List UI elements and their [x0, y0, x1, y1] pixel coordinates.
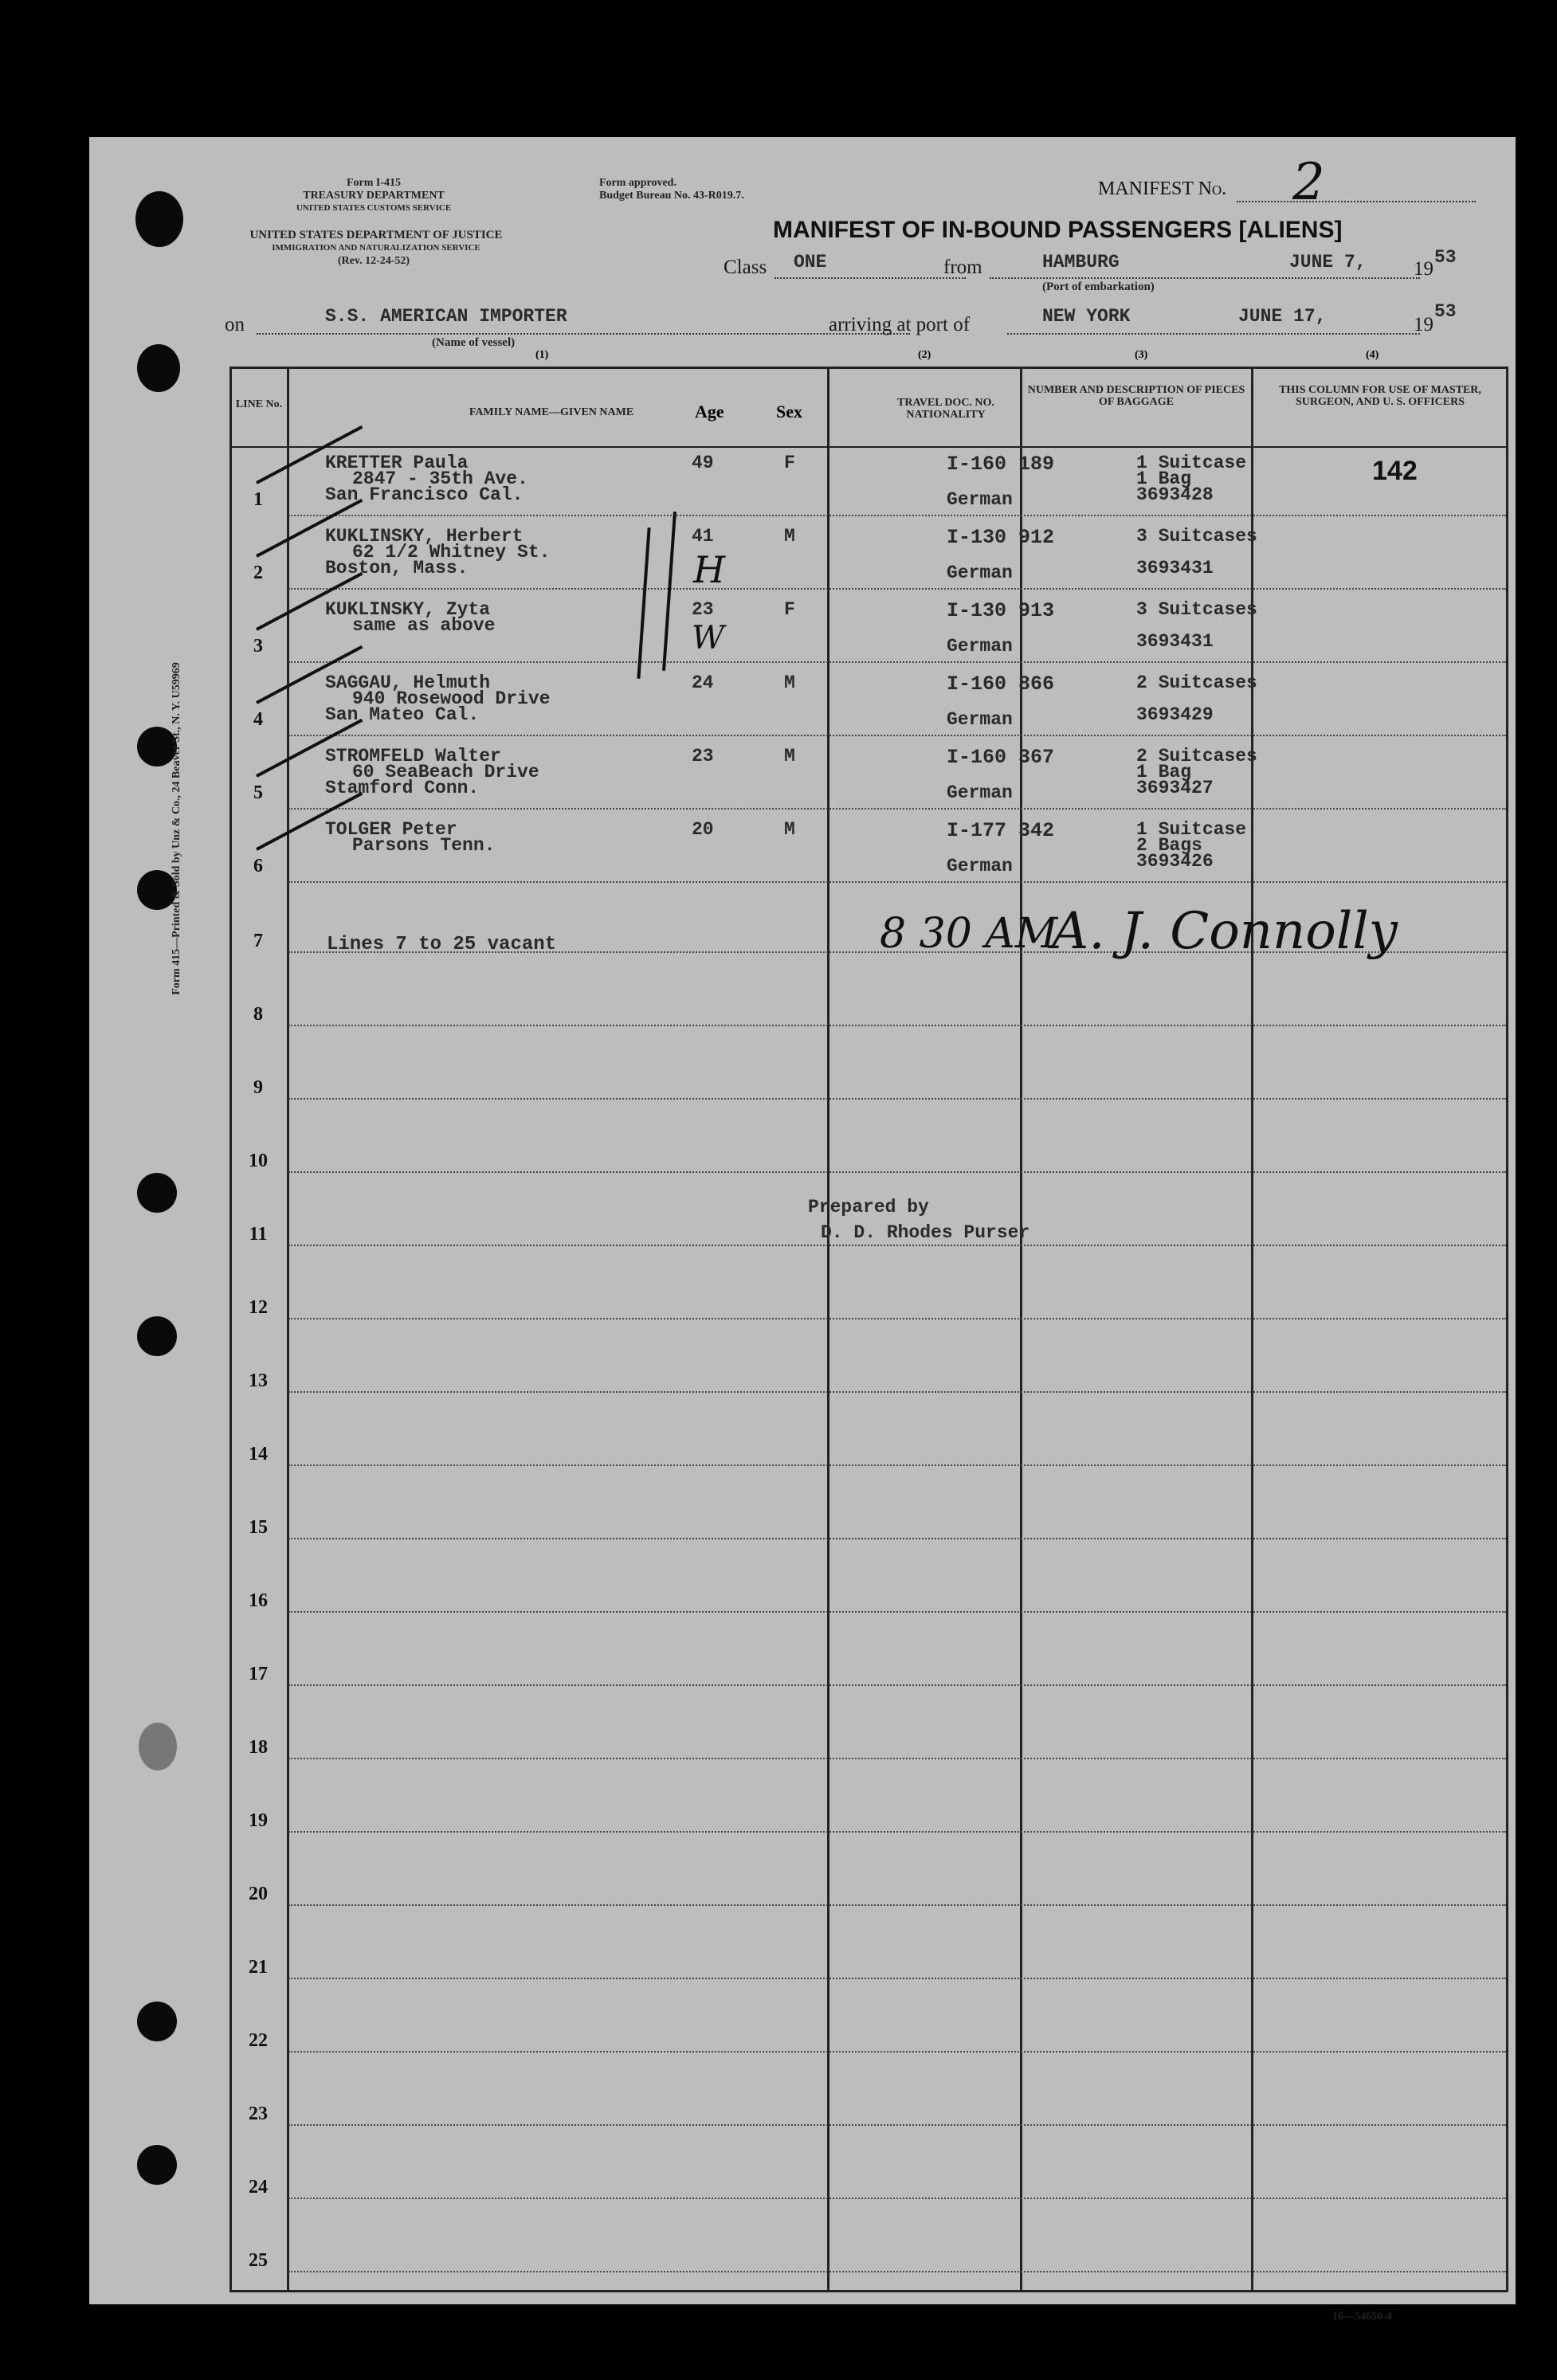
row-dotted-line — [288, 735, 1506, 736]
from-dots — [990, 277, 1420, 279]
line-number: 13 — [249, 1370, 268, 1391]
passenger-address: San Mateo Cal. — [325, 704, 480, 725]
manifest-no-value: 2 — [1292, 153, 1325, 212]
line-number: 11 — [249, 1224, 268, 1245]
baggage-desc: 1 Suitcase — [1136, 453, 1247, 473]
form-approved: Form approved. — [599, 177, 677, 189]
baggage-desc: 1 Bag — [1136, 469, 1192, 489]
arrival-year: 53 — [1434, 301, 1457, 322]
baggage-desc: 2 Suitcases — [1136, 746, 1257, 767]
arrival-year-prefix: 19 — [1414, 314, 1433, 335]
header-name: FAMILY NAME—GIVEN NAME — [469, 406, 634, 418]
row-dotted-line — [288, 1391, 1506, 1393]
line-number: 9 — [253, 1077, 263, 1098]
depart-date: JUNE 7, — [1289, 252, 1367, 273]
form-number: Form I-415 — [346, 177, 402, 189]
header-sex: Sex — [776, 402, 802, 421]
table-right-border — [1506, 367, 1508, 2292]
passenger-sex: M — [784, 819, 795, 840]
header-age: Age — [695, 402, 724, 421]
baggage-desc: 3 Suitcases — [1136, 599, 1257, 620]
row-dotted-line — [288, 1978, 1506, 1979]
header-bottom-border — [229, 446, 1508, 448]
on-label: on — [225, 314, 245, 335]
budget-bureau: Budget Bureau No. 43-R019.7. — [599, 190, 744, 202]
passenger-age: 41 — [692, 526, 714, 547]
row-dotted-line — [288, 1318, 1506, 1319]
col-divider-baggage — [1251, 367, 1253, 2292]
baggage-desc: 2 Suitcases — [1136, 672, 1257, 693]
col-num-4: (4) — [1366, 349, 1379, 361]
row-dotted-line — [288, 1025, 1506, 1026]
vessel-dots — [257, 333, 910, 335]
col-divider-line — [287, 367, 289, 2292]
passenger-address: 60 SeaBeach Drive — [352, 762, 539, 782]
passenger-sex: M — [784, 526, 795, 547]
header-line-no: LINE No. — [235, 398, 283, 410]
arrival-port: NEW YORK — [1042, 306, 1131, 327]
col-num-3: (3) — [1135, 349, 1148, 361]
row-dotted-line — [288, 2124, 1506, 2126]
col-divider-travel — [1020, 367, 1022, 2292]
baggage-number: 3693426 — [1136, 851, 1214, 872]
class-value: ONE — [794, 252, 827, 273]
table-bottom-border — [229, 2290, 1508, 2292]
punch-hole — [137, 1173, 177, 1213]
row-dotted-line — [288, 1538, 1506, 1539]
row-dotted-line — [288, 1464, 1506, 1466]
row-dotted-line — [288, 1684, 1506, 1686]
line-number: 14 — [249, 1444, 268, 1464]
row-dotted-line — [288, 2198, 1506, 2199]
line-number: 6 — [253, 856, 263, 876]
punch-hole — [139, 1723, 177, 1770]
row-dotted-line — [288, 1611, 1506, 1613]
handwritten-h: H — [693, 548, 726, 591]
passenger-sex: M — [784, 746, 795, 767]
header-baggage: NUMBER AND DESCRIPTION OF PIECES OF BAGGAGE — [1027, 384, 1245, 408]
passenger-sex: M — [784, 672, 795, 693]
baggage-number: 3693431 — [1136, 558, 1214, 578]
row-dotted-line — [288, 1831, 1506, 1833]
row-dotted-line — [288, 515, 1506, 516]
row-dotted-line — [288, 1098, 1506, 1100]
lines-vacant-note: Lines 7 to 25 vacant — [327, 934, 557, 955]
revision-date: (Rev. 12-24-52) — [337, 255, 410, 267]
ins-service: IMMIGRATION AND NATURALIZATION SERVICE — [272, 243, 480, 253]
passenger-name: KRETTER Paula — [325, 453, 469, 473]
class-label: Class — [724, 257, 767, 278]
line-number: 1 — [253, 489, 263, 510]
row-dotted-line — [288, 1171, 1506, 1173]
justice-dept: UNITED STATES DEPARTMENT OF JUSTICE — [249, 229, 503, 241]
baggage-number: 3693428 — [1136, 484, 1214, 505]
side-printer-text: Form 415—Printed & Sold by Unz & Co., 24 Beaver St., N. Y. U59969 — [171, 662, 182, 995]
passenger-age: 20 — [692, 819, 714, 840]
row-dotted-line — [288, 808, 1506, 810]
line-number: 18 — [249, 1737, 268, 1758]
line-number: 3 — [253, 636, 263, 657]
vessel-name: S.S. AMERICAN IMPORTER — [325, 306, 567, 327]
passenger-sex: F — [784, 453, 795, 473]
row-dotted-line — [288, 1245, 1506, 1246]
customs-service: UNITED STATES CUSTOMS SERVICE — [296, 203, 452, 213]
nationality: German — [947, 856, 1013, 876]
header-officers: THIS COLUMN FOR USE OF MASTER, SURGEON, AND U. S. OFFICERS — [1279, 384, 1481, 408]
line-number: 5 — [253, 782, 263, 803]
row-dotted-line — [288, 2271, 1506, 2272]
punch-hole — [137, 1316, 177, 1356]
officer-entry: 142 — [1372, 456, 1418, 486]
baggage-number: 3693431 — [1136, 631, 1214, 652]
row-dotted-line — [288, 1758, 1506, 1759]
passenger-address: 2847 - 35th Ave. — [352, 469, 528, 489]
passenger-address: Stamford Conn. — [325, 778, 480, 798]
passenger-name: SAGGAU, Helmuth — [325, 672, 491, 693]
baggage-desc: 1 Suitcase — [1136, 819, 1247, 840]
manifest-title: MANIFEST OF IN-BOUND PASSENGERS [ALIENS] — [773, 217, 1343, 243]
row-dotted-line — [288, 2051, 1506, 2053]
punch-hole — [137, 344, 180, 392]
passenger-name: STROMFELD Walter — [325, 746, 501, 767]
footer-code: 16—54650-4 — [1332, 2311, 1392, 2323]
travel-doc-no: I-160 866 — [947, 672, 1055, 696]
header-travel: TRAVEL DOC. NO. NATIONALITY — [897, 397, 994, 421]
line-number: 25 — [249, 2250, 268, 2271]
row-dotted-line — [288, 588, 1506, 590]
nationality: German — [947, 563, 1013, 583]
line-number: 21 — [249, 1957, 268, 1978]
line-number: 22 — [249, 2030, 268, 2051]
baggage-desc: 1 Bag — [1136, 762, 1192, 782]
port-embarkation-caption: (Port of embarkation) — [1042, 280, 1155, 293]
passenger-address: Boston, Mass. — [325, 558, 469, 578]
handwritten-time: 8 30 AM — [880, 910, 1058, 958]
from-label: from — [943, 257, 982, 278]
travel-doc-no: I-130 913 — [947, 599, 1055, 622]
depart-year-prefix: 19 — [1414, 258, 1433, 280]
preparer-name: D. D. Rhodes Purser — [821, 1222, 1030, 1243]
passenger-age: 23 — [692, 599, 714, 620]
line-number: 4 — [253, 709, 263, 730]
punch-hole — [137, 2145, 177, 2185]
passenger-age: 24 — [692, 672, 714, 693]
col-num-1: (1) — [535, 349, 549, 361]
passenger-age: 23 — [692, 746, 714, 767]
nationality: German — [947, 709, 1013, 730]
travel-doc-no: I-130 912 — [947, 526, 1055, 549]
handwritten-w: W — [692, 620, 725, 657]
treasury-dept: TREASURY DEPARTMENT — [303, 190, 445, 202]
passenger-address: San Francisco Cal. — [325, 484, 524, 505]
passenger-address: same as above — [352, 615, 496, 636]
col-num-2: (2) — [918, 349, 931, 361]
line-number: 23 — [249, 2104, 268, 2124]
line-number: 20 — [249, 1884, 268, 1904]
passenger-sex: F — [784, 599, 795, 620]
row-dotted-line — [288, 881, 1506, 883]
line-number: 17 — [249, 1664, 268, 1684]
from-value: HAMBURG — [1042, 252, 1120, 273]
class-dots — [775, 277, 966, 279]
punch-hole — [137, 2002, 177, 2041]
line-number: 2 — [253, 563, 263, 583]
baggage-number: 3693429 — [1136, 704, 1214, 725]
passenger-age: 49 — [692, 453, 714, 473]
hand-vertical-stroke — [662, 512, 677, 671]
hand-vertical-stroke — [637, 527, 650, 679]
nationality: German — [947, 782, 1013, 803]
line-number: 24 — [249, 2177, 268, 2198]
nationality: German — [947, 489, 1013, 510]
line-number: 19 — [249, 1810, 268, 1831]
baggage-number: 3693427 — [1136, 778, 1214, 798]
table-top-border — [229, 367, 1508, 369]
baggage-desc: 3 Suitcases — [1136, 526, 1257, 547]
passenger-name: TOLGER Peter — [325, 819, 457, 840]
table-left-border — [229, 367, 232, 2292]
passenger-name: KUKLINSKY, Zyta — [325, 599, 491, 620]
travel-doc-no: I-160 189 — [947, 453, 1055, 476]
depart-year: 53 — [1434, 247, 1457, 268]
line-number: 12 — [249, 1297, 268, 1318]
passenger-address: 940 Rosewood Drive — [352, 688, 551, 709]
arrival-dots — [1007, 333, 1420, 335]
passenger-name: KUKLINSKY, Herbert — [325, 526, 524, 547]
punch-hole — [135, 191, 183, 247]
officer-signature: A. J. Connolly — [1052, 902, 1398, 961]
line-number: 8 — [253, 1004, 263, 1025]
line-number: 15 — [249, 1517, 268, 1538]
line-number: 7 — [253, 931, 263, 951]
line-number: 16 — [249, 1590, 268, 1611]
prepared-by-label: Prepared by — [808, 1197, 929, 1217]
passenger-address: Parsons Tenn. — [352, 835, 496, 856]
passenger-address: 62 1/2 Whitney St. — [352, 542, 551, 563]
baggage-desc: 2 Bags — [1136, 835, 1202, 856]
travel-doc-no: I-160 367 — [947, 746, 1055, 769]
line-number: 10 — [249, 1151, 268, 1171]
row-dotted-line — [288, 661, 1506, 663]
arrival-date: JUNE 17, — [1238, 306, 1327, 327]
vessel-caption: (Name of vessel) — [432, 336, 516, 349]
col-divider-name — [827, 367, 829, 2292]
arriving-label: arriving at port of — [829, 314, 971, 335]
travel-doc-no: I-177 342 — [947, 819, 1055, 842]
nationality: German — [947, 636, 1013, 657]
row-dotted-line — [288, 1904, 1506, 1906]
manifest-page — [89, 137, 1516, 2323]
manifest-no-dots — [1237, 201, 1476, 202]
manifest-no-label: MANIFEST No. — [1098, 178, 1227, 199]
